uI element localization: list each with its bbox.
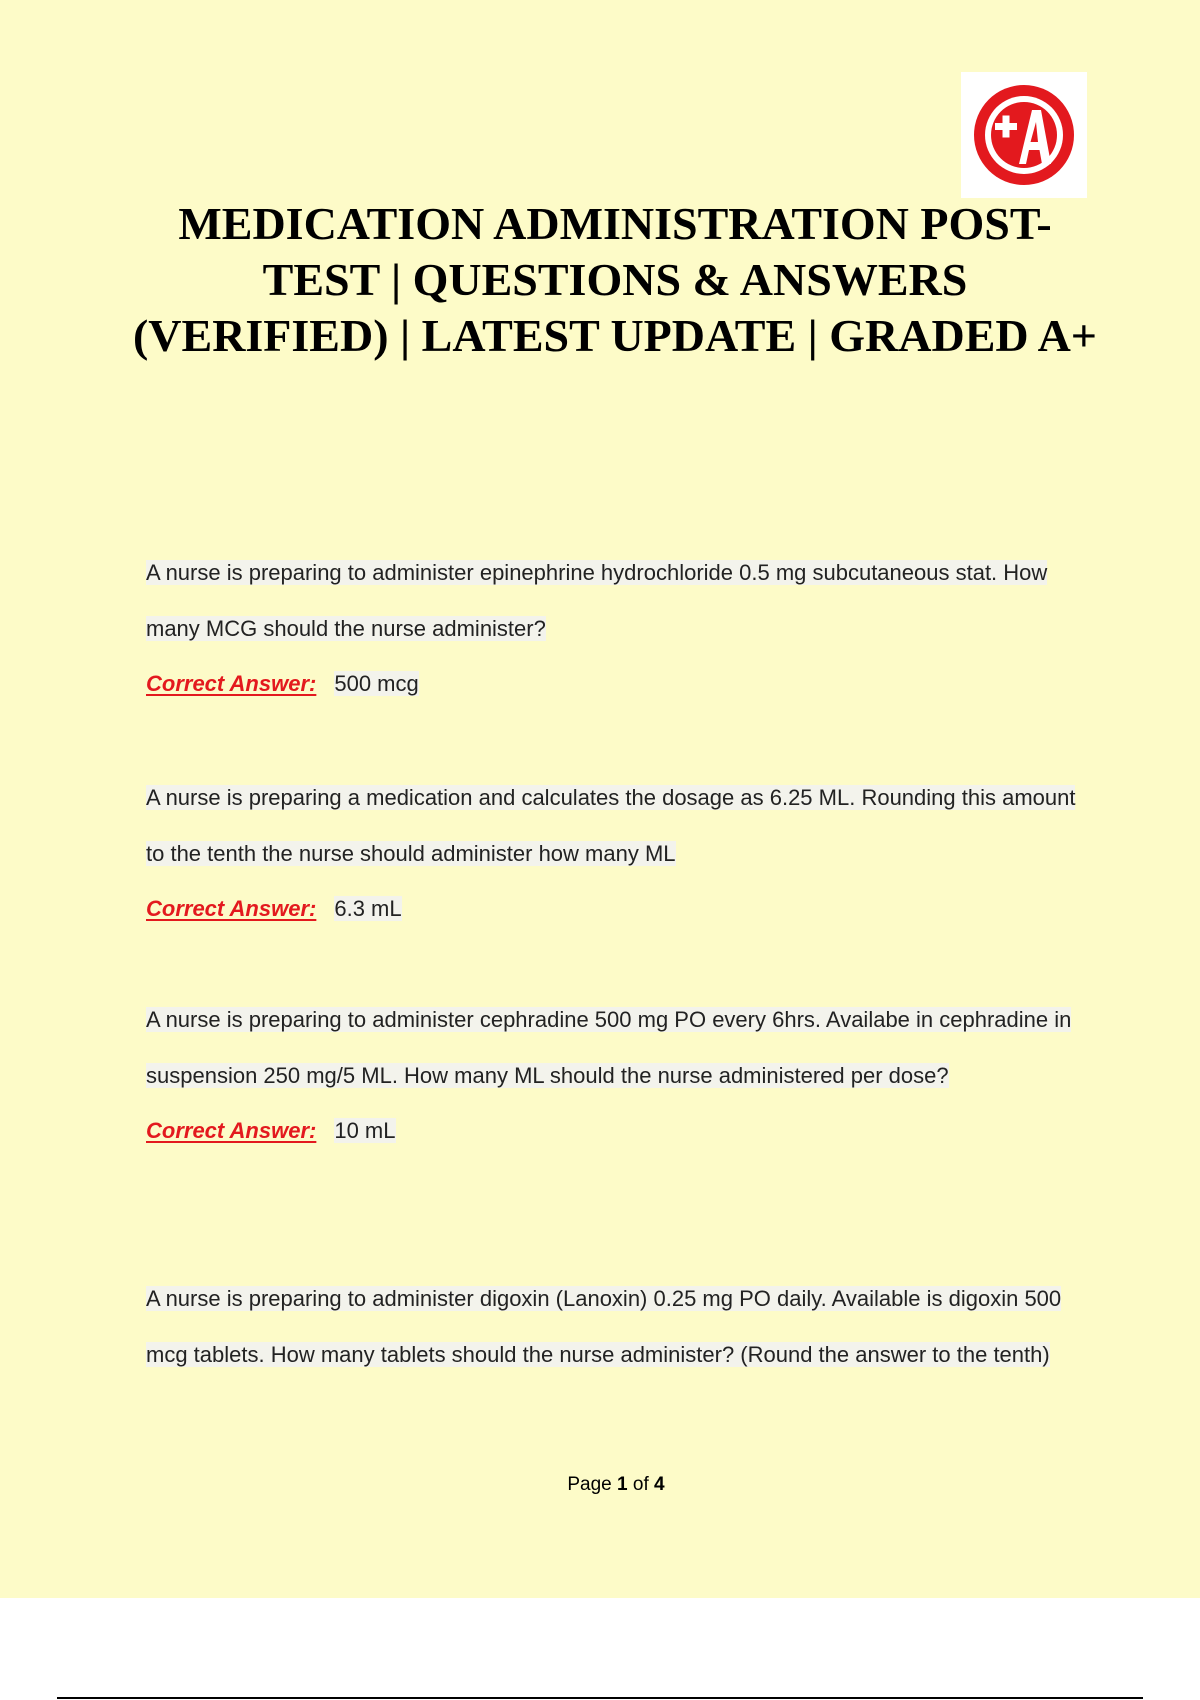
- answer-value: 10 mL: [334, 1118, 396, 1143]
- qa-item: [146, 770, 1096, 937]
- footer-divider: [57, 1697, 1143, 1699]
- answer-label: Correct Answer:: [146, 1118, 317, 1143]
- question-text: A nurse is preparing to administer epinephrine hydrochloride 0.5 mg subcutaneous stat. How many MCG should the nurse administer?: [146, 560, 1048, 641]
- answer-value: 6.3 mL: [334, 896, 402, 921]
- question-text: A nurse is preparing a medication and calculates the dosage as 6.25 ML. Rounding this amount to the tenth the nurse should administer how many ML: [146, 785, 1076, 866]
- answer-label: Correct Answer:: [146, 671, 317, 696]
- qa-item: [146, 545, 1096, 712]
- page-number: Page 1 of 4: [567, 1474, 665, 1495]
- plus-a-badge-icon: [961, 72, 1087, 198]
- answer-value: 500 mcg: [334, 671, 419, 696]
- answer-line: [146, 656, 1096, 712]
- answer-label: Correct Answer:: [146, 896, 317, 921]
- logo: [961, 72, 1087, 198]
- qa-item: [146, 992, 1096, 1159]
- qa-item: [146, 1271, 1096, 1382]
- answer-line: [146, 881, 1096, 937]
- answer-line: [146, 1103, 1096, 1159]
- question-text: A nurse is preparing to administer digoxin (Lanoxin) 0.25 mg PO daily. Available is digoxin 500 mcg tablets. How many tablets should the nurse administer? (Round the answer to the tenth): [146, 1286, 1062, 1367]
- question-text: A nurse is preparing to administer cephradine 500 mg PO every 6hrs. Availabe in cephradine in suspension 250 mg/5 ML. How many ML should the nurse administered per dose?: [146, 1007, 1072, 1088]
- document-title: MEDICATION ADMINISTRATION POST-TEST | QUESTIONS & ANSWERS (VERIFIED) | LATEST UPDATE | GRADED A+: [132, 198, 1098, 361]
